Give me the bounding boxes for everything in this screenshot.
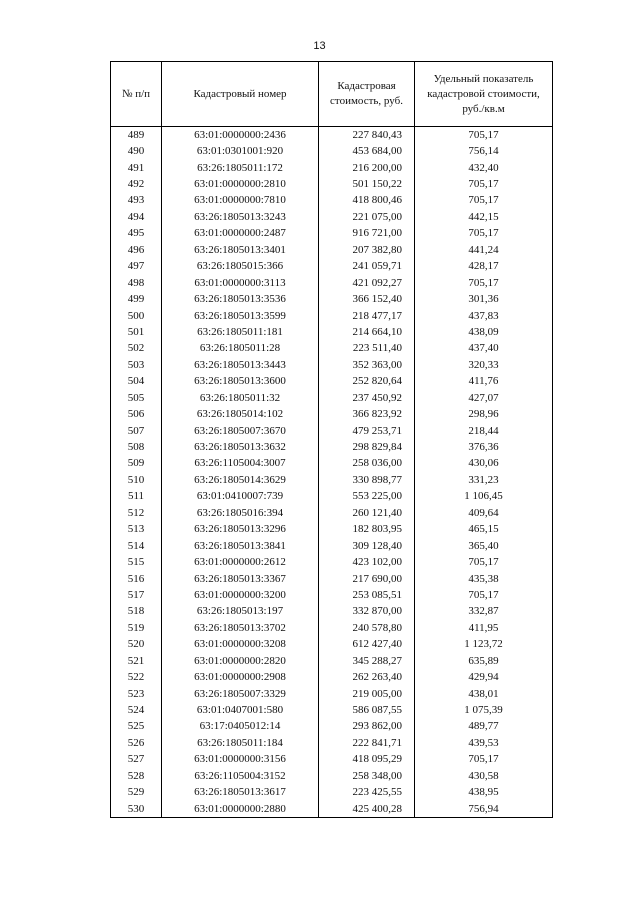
table-row: [111, 423, 553, 439]
cell-cadastral-cost: 217 690,00: [319, 571, 415, 587]
cell-cadastral-cost: 421 092,27: [319, 275, 415, 291]
cell-cadastral-number: 63:01:0000000:2436: [162, 127, 319, 144]
cell-row-number: 506: [111, 406, 162, 422]
cell-row-number: 512: [111, 505, 162, 521]
table-row: [111, 801, 553, 818]
table-header: [111, 62, 553, 127]
table-row: [111, 505, 553, 521]
cell-row-number: 495: [111, 226, 162, 242]
cell-cadastral-number: 63:26:1805013:3536: [162, 291, 319, 307]
cell-cadastral-number: 63:01:0301001:920: [162, 143, 319, 159]
table-row: [111, 390, 553, 406]
cell-row-number: 499: [111, 291, 162, 307]
cell-specific-cost: 705,17: [415, 127, 553, 144]
cell-cadastral-cost: 916 721,00: [319, 226, 415, 242]
cell-specific-cost: 409,64: [415, 505, 553, 521]
header-specific-cost: Удельный показатель кадастровой стоимости, руб./кв.м: [415, 62, 553, 127]
cell-cadastral-number: 63:26:1805013:3841: [162, 538, 319, 554]
cell-cadastral-number: 63:26:1805007:3670: [162, 423, 319, 439]
cell-row-number: 507: [111, 423, 162, 439]
cell-row-number: 518: [111, 604, 162, 620]
cell-cadastral-number: 63:01:0000000:2612: [162, 554, 319, 570]
header-row-number: № п/п: [111, 62, 162, 127]
cell-row-number: 515: [111, 554, 162, 570]
cell-specific-cost: 432,40: [415, 160, 553, 176]
table-row: [111, 456, 553, 472]
cell-row-number: 519: [111, 620, 162, 636]
cell-specific-cost: 705,17: [415, 275, 553, 291]
cell-cadastral-number: 63:01:0000000:2487: [162, 226, 319, 242]
cell-cadastral-cost: 366 823,92: [319, 406, 415, 422]
cell-cadastral-cost: 241 059,71: [319, 259, 415, 275]
cell-row-number: 521: [111, 653, 162, 669]
table-row: [111, 653, 553, 669]
cell-row-number: 514: [111, 538, 162, 554]
cell-specific-cost: 442,15: [415, 209, 553, 225]
cell-specific-cost: 756,14: [415, 143, 553, 159]
table-row: [111, 259, 553, 275]
cell-specific-cost: 365,40: [415, 538, 553, 554]
cell-row-number: 510: [111, 472, 162, 488]
table-row: [111, 620, 553, 636]
cell-cadastral-number: 63:26:1805013:3702: [162, 620, 319, 636]
cell-row-number: 489: [111, 127, 162, 144]
cell-row-number: 522: [111, 669, 162, 685]
table-row: [111, 522, 553, 538]
cell-row-number: 520: [111, 637, 162, 653]
table-row: [111, 538, 553, 554]
cell-specific-cost: 705,17: [415, 226, 553, 242]
cell-cadastral-cost: 345 288,27: [319, 653, 415, 669]
cell-specific-cost: 298,96: [415, 406, 553, 422]
cell-cadastral-number: 63:01:0000000:3208: [162, 637, 319, 653]
cell-specific-cost: 218,44: [415, 423, 553, 439]
cell-cadastral-cost: 553 225,00: [319, 489, 415, 505]
cell-row-number: 524: [111, 702, 162, 718]
cell-cadastral-cost: 501 150,22: [319, 176, 415, 192]
cell-cadastral-cost: 352 363,00: [319, 357, 415, 373]
cell-cadastral-cost: 423 102,00: [319, 554, 415, 570]
cell-cadastral-number: 63:01:0000000:2810: [162, 176, 319, 192]
cell-cadastral-cost: 479 253,71: [319, 423, 415, 439]
cell-row-number: 502: [111, 341, 162, 357]
cell-row-number: 508: [111, 439, 162, 455]
cell-row-number: 513: [111, 522, 162, 538]
cell-cadastral-number: 63:26:1805013:3367: [162, 571, 319, 587]
cell-cadastral-number: 63:26:1805013:3296: [162, 522, 319, 538]
cell-row-number: 492: [111, 176, 162, 192]
table-row: [111, 406, 553, 422]
cell-cadastral-cost: 293 862,00: [319, 719, 415, 735]
cell-row-number: 504: [111, 374, 162, 390]
cell-specific-cost: 430,58: [415, 768, 553, 784]
table-row: [111, 324, 553, 340]
cell-cadastral-number: 63:01:0407001:580: [162, 702, 319, 718]
table-row: [111, 209, 553, 225]
cell-cadastral-cost: 258 036,00: [319, 456, 415, 472]
cell-specific-cost: 705,17: [415, 587, 553, 603]
cell-cadastral-cost: 418 095,29: [319, 752, 415, 768]
cell-cadastral-number: 63:01:0000000:2908: [162, 669, 319, 685]
cell-specific-cost: 429,94: [415, 669, 553, 685]
table-row: [111, 637, 553, 653]
cell-row-number: 500: [111, 308, 162, 324]
cell-cadastral-cost: 240 578,80: [319, 620, 415, 636]
cell-cadastral-number: 63:26:1805011:172: [162, 160, 319, 176]
cell-specific-cost: 489,77: [415, 719, 553, 735]
cell-cadastral-number: 63:26:1105004:3007: [162, 456, 319, 472]
cell-cadastral-number: 63:01:0000000:2880: [162, 801, 319, 818]
cell-specific-cost: 439,53: [415, 735, 553, 751]
cell-specific-cost: 438,01: [415, 686, 553, 702]
cell-row-number: 503: [111, 357, 162, 373]
cell-specific-cost: 435,38: [415, 571, 553, 587]
cell-cadastral-number: 63:26:1805011:32: [162, 390, 319, 406]
cell-cadastral-cost: 298 829,84: [319, 439, 415, 455]
cell-cadastral-cost: 586 087,55: [319, 702, 415, 718]
cell-row-number: 527: [111, 752, 162, 768]
cell-specific-cost: 1 123,72: [415, 637, 553, 653]
cell-cadastral-cost: 258 348,00: [319, 768, 415, 784]
table-row: [111, 686, 553, 702]
cell-cadastral-number: 63:01:0410007:739: [162, 489, 319, 505]
cell-specific-cost: 438,95: [415, 785, 553, 801]
cell-cadastral-cost: 330 898,77: [319, 472, 415, 488]
cell-specific-cost: 438,09: [415, 324, 553, 340]
table-row: [111, 489, 553, 505]
cell-cadastral-cost: 214 664,10: [319, 324, 415, 340]
table-row: [111, 308, 553, 324]
cell-cadastral-number: 63:26:1805013:3599: [162, 308, 319, 324]
cell-specific-cost: 437,40: [415, 341, 553, 357]
cell-cadastral-cost: 207 382,80: [319, 242, 415, 258]
cell-row-number: 511: [111, 489, 162, 505]
cell-specific-cost: 437,83: [415, 308, 553, 324]
table-row: [111, 735, 553, 751]
cell-cadastral-number: 63:01:0000000:3200: [162, 587, 319, 603]
cell-cadastral-cost: 223 425,55: [319, 785, 415, 801]
table-row: [111, 554, 553, 570]
cell-row-number: 497: [111, 259, 162, 275]
cell-specific-cost: 428,17: [415, 259, 553, 275]
cell-row-number: 517: [111, 587, 162, 603]
cell-cadastral-cost: 309 128,40: [319, 538, 415, 554]
cell-row-number: 525: [111, 719, 162, 735]
cell-cadastral-cost: 216 200,00: [319, 160, 415, 176]
header-cadastral-number: Кадастровый номер: [162, 62, 319, 127]
cell-row-number: 498: [111, 275, 162, 291]
table-row: [111, 472, 553, 488]
cell-row-number: 516: [111, 571, 162, 587]
table-row: [111, 357, 553, 373]
cell-cadastral-number: 63:17:0405012:14: [162, 719, 319, 735]
header-cadastral-cost: Кадастровая стоимость, руб.: [319, 62, 415, 127]
cell-cadastral-number: 63:26:1805013:3443: [162, 357, 319, 373]
cell-cadastral-number: 63:26:1805013:197: [162, 604, 319, 620]
cell-cadastral-cost: 252 820,64: [319, 374, 415, 390]
table-row: [111, 702, 553, 718]
table-row: [111, 242, 553, 258]
cell-specific-cost: 705,17: [415, 193, 553, 209]
cell-specific-cost: 320,33: [415, 357, 553, 373]
cell-cadastral-cost: 237 450,92: [319, 390, 415, 406]
table-row: [111, 768, 553, 784]
table-row: [111, 571, 553, 587]
cell-row-number: 491: [111, 160, 162, 176]
cell-cadastral-number: 63:26:1805013:3617: [162, 785, 319, 801]
cell-specific-cost: 465,15: [415, 522, 553, 538]
cell-cadastral-number: 63:01:0000000:2820: [162, 653, 319, 669]
cell-cadastral-cost: 262 263,40: [319, 669, 415, 685]
cell-cadastral-cost: 366 152,40: [319, 291, 415, 307]
table-row: [111, 275, 553, 291]
table-row: [111, 127, 553, 144]
cell-row-number: 505: [111, 390, 162, 406]
cell-cadastral-cost: 418 800,46: [319, 193, 415, 209]
cell-row-number: 496: [111, 242, 162, 258]
cell-cadastral-cost: 332 870,00: [319, 604, 415, 620]
cell-specific-cost: 411,76: [415, 374, 553, 390]
cell-cadastral-number: 63:26:1805011:181: [162, 324, 319, 340]
cell-cadastral-number: 63:26:1805007:3329: [162, 686, 319, 702]
cell-specific-cost: 331,23: [415, 472, 553, 488]
cell-specific-cost: 1 106,45: [415, 489, 553, 505]
cell-cadastral-number: 63:26:1805013:3243: [162, 209, 319, 225]
cell-specific-cost: 301,36: [415, 291, 553, 307]
cell-row-number: 494: [111, 209, 162, 225]
cell-cadastral-number: 63:26:1805011:28: [162, 341, 319, 357]
cell-row-number: 529: [111, 785, 162, 801]
table-row: [111, 374, 553, 390]
cell-specific-cost: 705,17: [415, 554, 553, 570]
cell-row-number: 509: [111, 456, 162, 472]
cell-cadastral-number: 63:26:1805015:366: [162, 259, 319, 275]
table-row: [111, 160, 553, 176]
page-number: 13: [313, 40, 326, 52]
cell-cadastral-number: 63:26:1105004:3152: [162, 768, 319, 784]
cell-specific-cost: 705,17: [415, 752, 553, 768]
cell-specific-cost: 756,94: [415, 801, 553, 818]
cell-specific-cost: 1 075,39: [415, 702, 553, 718]
cell-cadastral-cost: 219 005,00: [319, 686, 415, 702]
cell-cadastral-number: 63:01:0000000:3156: [162, 752, 319, 768]
table-row: [111, 752, 553, 768]
table-row: [111, 291, 553, 307]
cell-cadastral-cost: 425 400,28: [319, 801, 415, 818]
cell-cadastral-cost: 453 684,00: [319, 143, 415, 159]
cell-specific-cost: 376,36: [415, 439, 553, 455]
table-row: [111, 669, 553, 685]
cell-cadastral-cost: 218 477,17: [319, 308, 415, 324]
table-row: [111, 439, 553, 455]
cell-specific-cost: 705,17: [415, 176, 553, 192]
table-row: [111, 341, 553, 357]
cell-row-number: 528: [111, 768, 162, 784]
cell-row-number: 530: [111, 801, 162, 818]
cell-cadastral-cost: 221 075,00: [319, 209, 415, 225]
cell-row-number: 523: [111, 686, 162, 702]
table-row: [111, 193, 553, 209]
cell-specific-cost: 427,07: [415, 390, 553, 406]
cell-cadastral-cost: 253 085,51: [319, 587, 415, 603]
cell-cadastral-cost: 612 427,40: [319, 637, 415, 653]
cell-cadastral-number: 63:01:0000000:7810: [162, 193, 319, 209]
cell-specific-cost: 441,24: [415, 242, 553, 258]
cell-cadastral-cost: 223 511,40: [319, 341, 415, 357]
cell-row-number: 501: [111, 324, 162, 340]
cell-specific-cost: 332,87: [415, 604, 553, 620]
cell-cadastral-cost: 222 841,71: [319, 735, 415, 751]
cell-specific-cost: 411,95: [415, 620, 553, 636]
cell-cadastral-number: 63:01:0000000:3113: [162, 275, 319, 291]
table-row: [111, 785, 553, 801]
cadastral-value-table: [110, 61, 553, 818]
table-row: [111, 176, 553, 192]
cell-cadastral-number: 63:26:1805016:394: [162, 505, 319, 521]
cell-cadastral-number: 63:26:1805014:3629: [162, 472, 319, 488]
table-row: [111, 226, 553, 242]
cell-cadastral-number: 63:26:1805013:3632: [162, 439, 319, 455]
table-row: [111, 719, 553, 735]
table-row: [111, 587, 553, 603]
cell-cadastral-cost: 260 121,40: [319, 505, 415, 521]
cell-row-number: 490: [111, 143, 162, 159]
cell-specific-cost: 635,89: [415, 653, 553, 669]
cell-cadastral-cost: 227 840,43: [319, 127, 415, 144]
cell-row-number: 493: [111, 193, 162, 209]
cell-specific-cost: 430,06: [415, 456, 553, 472]
cell-cadastral-number: 63:26:1805014:102: [162, 406, 319, 422]
cell-cadastral-number: 63:26:1805013:3401: [162, 242, 319, 258]
cell-cadastral-number: 63:26:1805013:3600: [162, 374, 319, 390]
table-row: [111, 604, 553, 620]
cell-row-number: 526: [111, 735, 162, 751]
table-row: [111, 143, 553, 159]
cell-cadastral-number: 63:26:1805011:184: [162, 735, 319, 751]
table-body: [111, 127, 553, 818]
cell-cadastral-cost: 182 803,95: [319, 522, 415, 538]
